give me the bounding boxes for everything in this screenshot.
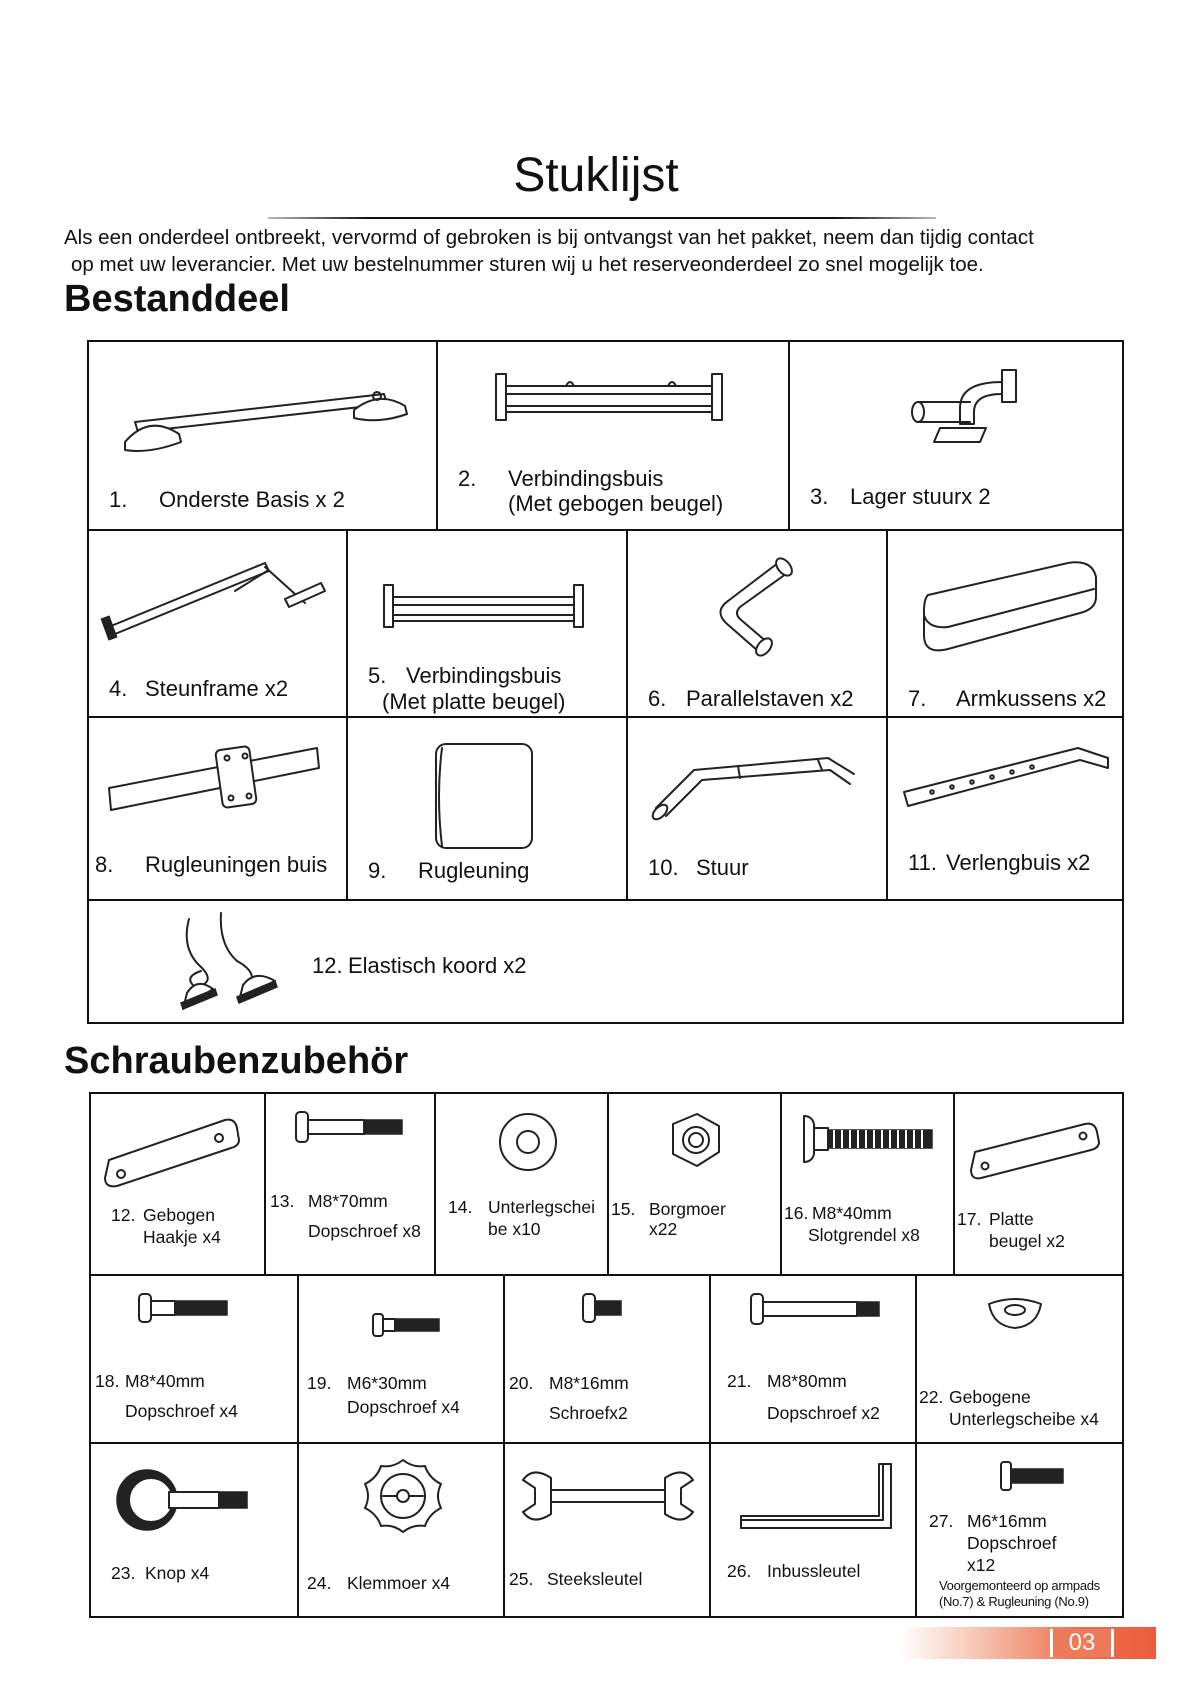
hardware-number: 12. — [111, 1205, 136, 1225]
intro-text — [64, 224, 1144, 278]
page-number: 03 — [1050, 1629, 1114, 1657]
part-number: 7. — [908, 686, 927, 711]
hardware-27-cell — [915, 1442, 1124, 1618]
hardware-18-cell — [91, 1274, 297, 1442]
hardware-number: 27. — [929, 1511, 954, 1531]
hardware-15-cell — [607, 1094, 780, 1274]
hardware-22-cell — [915, 1274, 1124, 1442]
part-8-cell — [89, 716, 346, 899]
hardware-23-cell — [91, 1442, 297, 1618]
hardware-20-cell — [503, 1274, 709, 1442]
part-label: Elastisch koord x2 — [348, 953, 527, 978]
hardware-17-cell — [953, 1094, 1124, 1274]
hardware-number: 23. — [111, 1563, 136, 1583]
hardware-label: Platte — [989, 1209, 1034, 1229]
hardware-label-3: x12 — [967, 1555, 996, 1575]
hardware-label-2: be x10 — [488, 1219, 541, 1239]
hardware-number: 21. — [727, 1371, 752, 1391]
hardware-label: M8*40mm — [812, 1203, 892, 1223]
page-title: Stuklijst — [513, 149, 679, 202]
part-label: Steunframe x2 — [145, 676, 289, 701]
bolt-icon — [266, 1094, 436, 1274]
allen-key-icon — [711, 1444, 917, 1620]
hardware-16-cell — [780, 1094, 953, 1274]
part-4-cell — [89, 529, 346, 716]
hardware-number: 16. — [784, 1203, 809, 1223]
hardware-25-cell — [503, 1442, 709, 1618]
hardware-label: M8*16mm — [549, 1373, 629, 1393]
part-number: 6. — [648, 686, 667, 711]
part-3-cell — [788, 342, 1124, 529]
hardware-14-cell — [434, 1094, 607, 1274]
hardware-label: Klemmoer x4 — [347, 1573, 451, 1593]
part-label: Onderste Basis x 2 — [159, 487, 345, 512]
hardware-label-2: Dopschroef x2 — [767, 1403, 880, 1423]
hardware-label-2: Dopschroef x4 — [347, 1397, 460, 1417]
part-label: Stuur — [696, 855, 749, 880]
knob-icon — [91, 1444, 297, 1620]
hardware-note-2: (No.7) & Rugleuning (No.9) — [939, 1594, 1089, 1609]
part-label: Verlengbuis x2 — [946, 850, 1091, 875]
part-number: 1. — [109, 487, 128, 512]
part-number: 3. — [810, 484, 829, 509]
hardware-label-2: Schroefx2 — [549, 1403, 628, 1423]
part-label: Armkussens x2 — [956, 686, 1107, 711]
lock-nut-icon — [609, 1094, 782, 1274]
hardware-label: M8*80mm — [767, 1371, 847, 1391]
hardware-label: Inbussleutel — [767, 1561, 861, 1581]
hardware-label: M6*16mm — [967, 1511, 1047, 1531]
hardware-number: 15. — [611, 1199, 636, 1219]
hardware-number: 13. — [270, 1191, 295, 1211]
hardware-label: Borgmoer — [649, 1199, 726, 1219]
elastic-cord-icon — [89, 901, 1124, 1026]
hardware-heading: Schraubenzubehör — [64, 1040, 409, 1082]
bolt-icon — [299, 1276, 505, 1444]
hardware-number: 26. — [727, 1561, 752, 1581]
hardware-label-2: Dopschroef x4 — [125, 1401, 238, 1421]
hardware-number: 22. — [919, 1387, 944, 1407]
part-label-2: (Met gebogen beugel) — [508, 491, 724, 516]
hardware-table — [89, 1092, 1124, 1618]
hardware-label-2: Unterlegscheibe x4 — [949, 1409, 1099, 1429]
hardware-label: M8*70mm — [308, 1191, 388, 1211]
hardware-label: Steeksleutel — [547, 1569, 643, 1589]
hardware-label: Gebogene — [949, 1387, 1031, 1407]
hardware-label: Gebogen — [143, 1205, 216, 1225]
part-12-cell — [89, 899, 1124, 1024]
hardware-12-cell — [91, 1094, 264, 1274]
part-label: Lager stuurx 2 — [850, 484, 991, 509]
carriage-bolt-icon — [782, 1094, 955, 1274]
part-number: 10. — [648, 855, 679, 880]
page-number-bar — [900, 1627, 1156, 1659]
hardware-number: 24. — [307, 1573, 332, 1593]
intro-line-1: Als een onderdeel ontbreekt, vervormd of gebroken is bij ontvangst van het pakket, neem dan tijdig contact — [64, 226, 1034, 249]
hardware-number: 17. — [957, 1209, 982, 1229]
hardware-label-2: x22 — [649, 1219, 678, 1239]
hardware-number: 19. — [307, 1373, 332, 1393]
title-underline — [268, 217, 936, 219]
part-10-cell — [626, 716, 886, 899]
part-number: 2. — [458, 466, 477, 491]
part-11-cell — [886, 716, 1124, 899]
part-label: Parallelstaven x2 — [686, 686, 854, 711]
hardware-label-2: Dopschroef x8 — [308, 1221, 421, 1241]
part-1-cell — [89, 342, 436, 529]
part-number: 5. — [368, 663, 387, 688]
hardware-21-cell — [709, 1274, 915, 1442]
part-number: 11. — [908, 850, 937, 875]
hardware-label-2: Haakje x4 — [143, 1227, 221, 1247]
part-label-2: (Met platte beugel) — [382, 689, 566, 714]
hardware-number: 20. — [509, 1373, 534, 1393]
part-number: 8. — [95, 852, 114, 877]
washer-icon — [436, 1094, 609, 1274]
part-label: Rugleuning — [418, 858, 530, 883]
wrench-icon — [505, 1444, 711, 1620]
hardware-label: M6*30mm — [347, 1373, 427, 1393]
hardware-label: Knop x4 — [145, 1563, 210, 1583]
hardware-number: 18. — [95, 1371, 120, 1391]
hardware-number: 25. — [509, 1569, 534, 1589]
hardware-label: Unterlegschei — [488, 1197, 595, 1217]
hardware-label-2: beugel x2 — [989, 1231, 1065, 1251]
parts-table — [87, 340, 1124, 1024]
part-number: 9. — [368, 858, 387, 883]
part-7-cell — [886, 529, 1124, 716]
parts-heading: Bestanddeel — [64, 278, 290, 320]
part-label: Rugleuningen buis — [145, 852, 328, 877]
part-number: 4. — [109, 676, 128, 701]
part-6-cell — [626, 529, 886, 716]
intro-line-2: op met uw leverancier. Met uw bestelnummer sturen wij u het reserveonderdeel zo snel mogelijk toe. — [71, 253, 984, 276]
hardware-note-1: Voorgemonteerd op armpads — [939, 1578, 1100, 1593]
part-number: 12. — [312, 953, 343, 978]
part-label: Verbindingsbuis — [406, 663, 562, 688]
hardware-26-cell — [709, 1442, 915, 1618]
hardware-24-cell — [297, 1442, 503, 1618]
part-2-cell — [436, 342, 788, 529]
hardware-13-cell — [264, 1094, 434, 1274]
part-label: Verbindingsbuis — [508, 466, 664, 491]
hardware-number: 14. — [448, 1197, 473, 1217]
part-5-cell — [346, 529, 626, 716]
hardware-19-cell — [297, 1274, 503, 1442]
part-9-cell — [346, 716, 626, 899]
hardware-label: M8*40mm — [125, 1371, 205, 1391]
hardware-label-2: Slotgrendel x8 — [808, 1225, 920, 1245]
hardware-label-2: Dopschroef — [967, 1533, 1057, 1553]
